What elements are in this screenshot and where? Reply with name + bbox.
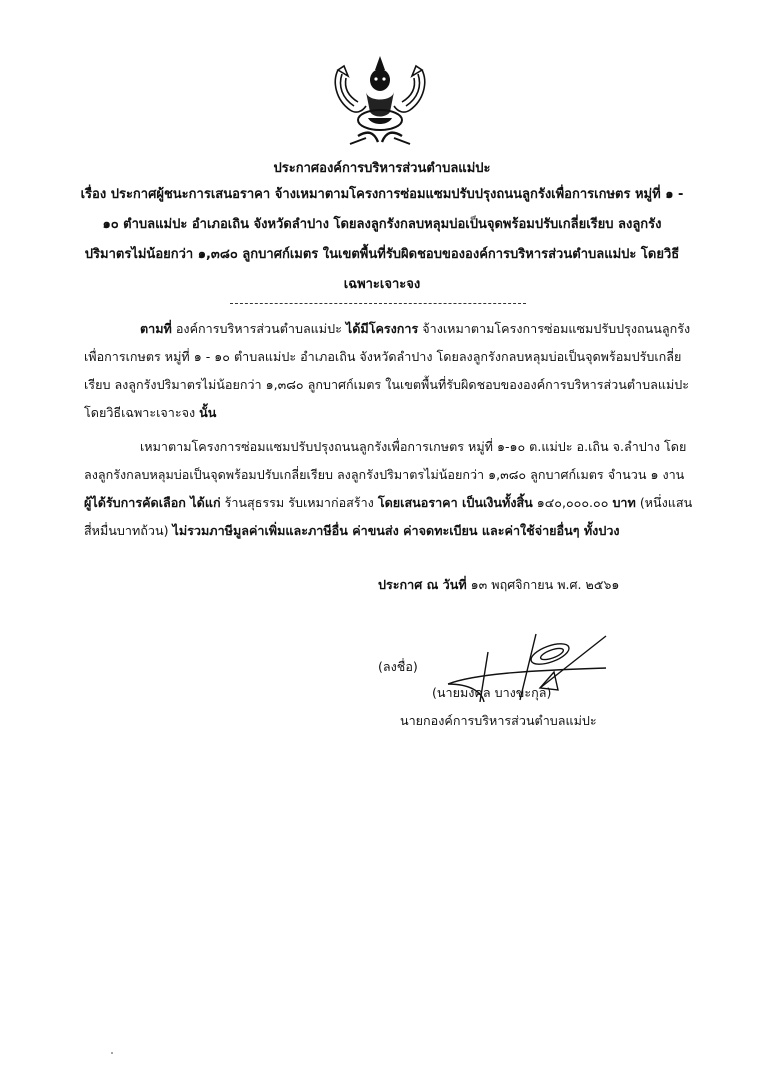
bold-text: ผู้ได้รับการคัดเลือก ได้แก่ (84, 495, 221, 510)
paragraph2-line-2: ลงลูกรังกลบหลุมบ่อเป็นจุดพร้อมปรับเกลี่ยเรียบ ลงลูกรังปริมาตรไม่น้อยกว่า ๑,๓๘๐ ลูกบาศก์เมตร จำนวน ๑ งาน (84, 467, 685, 482)
text: สี่หมื่นบาทถ้วน) (84, 523, 173, 538)
sign-label: (ลงชื่อ) (378, 659, 418, 674)
text: จ้างเหมาตามโครงการซ่อมแซมปรับปรุงถนนลูกรัง (418, 321, 691, 336)
subject-line-1: เรื่อง ประกาศผู้ชนะการเสนอราคา จ้างเหมาตามโครงการซ่อมแซมปรับปรุงถนนลูกรังเพื่อการเกษตร หมู่ที่ ๑ - (80, 187, 684, 202)
text: โดยวิธีเฉพาะเจาะจง (84, 405, 200, 420)
text: องค์การบริหารส่วนตำบลแม่ปะ (171, 321, 346, 336)
document-title: ประกาศองค์การบริหารส่วนตำบลแม่ปะ (273, 161, 491, 176)
paragraph1-line-1 (140, 320, 690, 338)
subject-line-2: ๑๐ ตำบลแม่ปะ อำเภอเถิน จังหวัดลำปาง โดยลงลูกรังกลบหลุมบ่อเป็นจุดพร้อมปรับเกลี่ยเรียบ ลงลูกรัง (102, 217, 662, 232)
text: (หนึ่งแสน (635, 495, 693, 510)
signatory-name: (นายมงคล บางขะกุล) (432, 685, 552, 700)
paragraph1-line-3: เรียบ ลงลูกรังปริมาตรไม่น้อยกว่า ๑,๓๘๐ ลูกบาศก์เมตร ในเขตพื้นที่รับผิดชอบขององค์การบริหารส่วนตำบลแม่ปะ (84, 377, 689, 392)
paragraph2-line-4 (84, 522, 620, 540)
bold-text: ได้มีโครงการ (345, 321, 419, 336)
text: ร้านสุธรรม รับเหมาก่อสร้าง (220, 495, 378, 510)
date-value: ๑๓ พฤศจิกายน พ.ศ. ๒๕๖๑ (466, 577, 620, 592)
signatory-position: นายกองค์การบริหารส่วนตำบลแม่ปะ (400, 713, 597, 728)
bold-text: ตามที่ (140, 321, 172, 336)
subject-line-3: ปริมาตรไม่น้อยกว่า ๑,๓๘๐ ลูกบาศก์เมตร ในเขตพื้นที่รับผิดชอบขององค์การบริหารส่วนตำบลแม่ปะ โดยวิธี (84, 247, 680, 262)
price-text: ๑๔๐,๐๐๐.๐๐ (532, 495, 613, 510)
paragraph1-line-2: เพื่อการเกษตร หมู่ที่ ๑ - ๑๐ ตำบลแม่ปะ อำเภอเถิน จังหวัดลำปาง โดยลงลูกรังกลบหลุมบ่อเป็นจุดพร้อมปรับเกลี่ย (84, 349, 682, 364)
bold-text: บาท (612, 495, 636, 510)
subject-line-4: เฉพาะเจาะจง (343, 277, 421, 292)
dashed-divider (230, 303, 526, 304)
paragraph1-line-4 (84, 404, 216, 422)
bold-text: นั้น (199, 405, 217, 420)
paragraph2-line-3 (84, 494, 692, 512)
bold-text: ไม่รวมภาษีมูลค่าเพิ่มและภาษีอื่น ค่าขนส่ง ค่าจดทะเบียน และค่าใช้จ่ายอื่นๆ ทั้งปวง (172, 523, 620, 538)
scan-speck (111, 1052, 113, 1054)
garuda-emblem-icon (328, 52, 432, 152)
bold-text: โดยเสนอราคา เป็นเงินทั้งสิ้น (377, 495, 533, 510)
date-label: ประกาศ ณ วันที่ (378, 577, 467, 592)
paragraph2-line-1: เหมาตามโครงการซ่อมแซมปรับปรุงถนนลูกรังเพื่อการเกษตร หมู่ที่ ๑-๑๐ ต.แม่ปะ อ.เถิน จ.ลำปาง โดย (140, 439, 687, 454)
announcement-date (378, 576, 619, 594)
